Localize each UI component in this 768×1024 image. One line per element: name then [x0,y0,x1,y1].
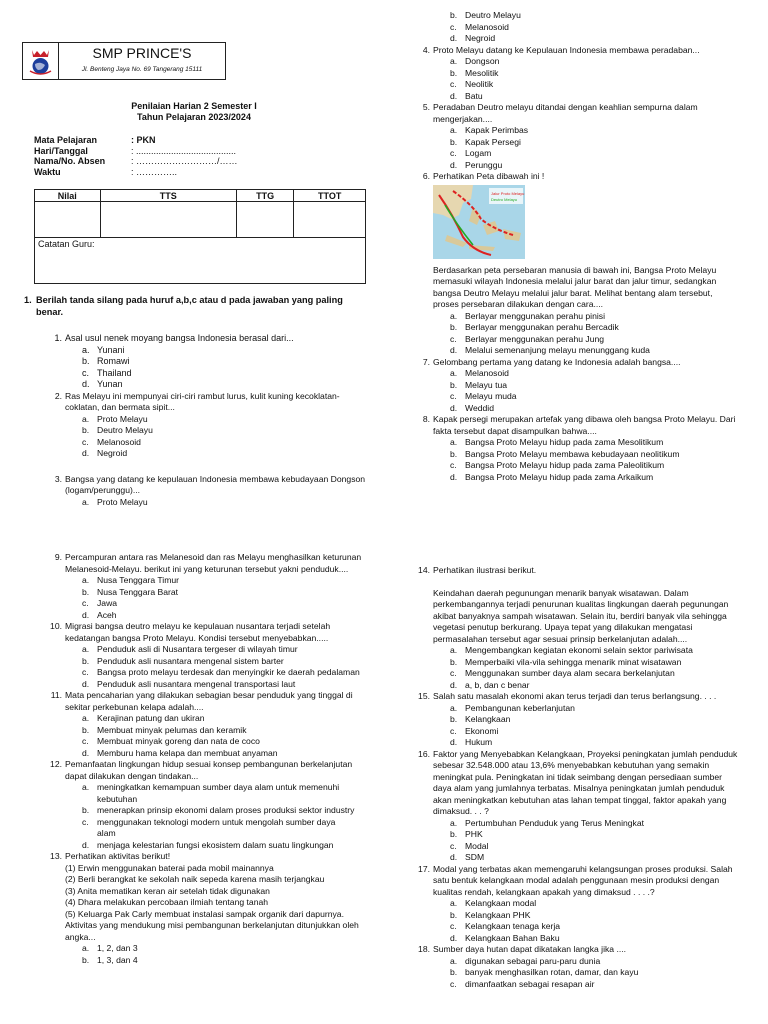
question-number: 2. [54,390,62,401]
question-number: 7. [422,356,430,367]
text: Hukum [465,737,493,747]
option[interactable] [450,818,738,830]
option-letter: b. [82,356,90,366]
text: Kapak Persegi [465,136,521,147]
option-letter: a. [450,645,458,655]
option[interactable] [82,497,368,509]
option-letter: a. [450,310,458,321]
question-number: 18. [418,944,430,954]
text: Bangsa Proto Melayu hidup pada zama Paleolitikum [465,460,665,470]
questions-left-top [48,333,368,508]
question-number: 16. [418,748,430,759]
questions-right-bottom [416,565,738,990]
text: Penduduk asli di Nusantara tergeser di wilayah timur [97,644,298,654]
option-letter: b. [82,954,90,965]
option-letter: b. [82,655,90,666]
option-letter: c. [82,367,90,378]
option[interactable] [450,380,738,392]
question-number: 4. [422,44,430,55]
option-letter: c. [82,436,89,447]
text: 1, 3, dan 4 [97,954,138,965]
option[interactable] [82,575,370,587]
option-letter: c. [450,333,457,344]
option-letter: c. [82,667,89,677]
option-letter: c. [450,21,457,32]
text: Faktor yang Menyebabkan Kelangkaan, Proyeksi peningkatan jumlah penduduk sebesar 32.548.000 atau 13,6% menyebabkan kebutuhan yang semakin meningkat pula. Peningkatan ini tidak seimbang dengan persediaan sumber daya alam yang jumlahnya terbatas. Misalnya peningkatan jumlah penduduk akan meningkatkan kebutuhan atas lahan tempat tinggal, faktor apakah yang dimaksud. . . ? [433,748,738,816]
option-letter: a. [82,413,90,424]
question-3 [48,474,368,497]
option[interactable] [82,437,368,449]
option[interactable] [450,148,738,160]
question-12 [48,759,370,782]
question-number: 6. [422,171,430,181]
text: Perhatikan ilustrasi berikut. [433,565,537,575]
text: meningkatkan kemampuan sumber daya alam untuk memenuhi kebutuhan [97,782,340,804]
option-letter: a. [450,368,458,378]
option-letter: d. [82,678,90,689]
text: Dongson [465,56,500,66]
question-number: 10. [50,621,62,631]
text: Negroid [465,33,496,43]
text: Nusa Tenggara Timur [97,575,180,585]
question-number: 12. [50,759,62,769]
text: Mata pencaharian yang dilakukan sebagian besar penduduk yang tinggal di sekitar perkebunan kelapa adalah.... [65,690,353,712]
text: Melanosoid [97,436,141,447]
option[interactable] [82,748,370,760]
text: Bangsa Proto Melayu membawa kebudayaan neolitikum [465,448,680,459]
option-letter: c. [450,921,457,931]
text: Batu [465,90,483,101]
option-letter: a. [450,437,458,447]
text: Ras Melayu ini mempunyai ciri-ciri rambut lurus, kulit kuning kecoklatan-coklatan, dan bermata sipit... [65,390,340,412]
text: Proto Melayu [97,496,148,507]
question-4 [416,45,738,57]
text: menjaga kelestarian fungsi ekosistem dalam suatu lingkungan [97,839,334,850]
option[interactable] [82,667,370,679]
text: menerapkan prinsip ekonomi dalam proses produksi sektor industry [97,805,355,815]
question-3-options-cont [450,10,738,45]
option[interactable] [450,391,738,403]
text: PHK [465,829,483,839]
option-letter: b. [450,909,458,920]
text: Deutro Melayu [465,10,521,20]
text: Perhatikan Peta dibawah ini ! [433,171,545,181]
questions-right-top [416,10,738,483]
questions-left-bottom [48,552,370,966]
option-letter: d. [82,839,90,850]
text: a, b, dan c benar [465,679,530,690]
question-11 [48,690,370,713]
text: Deutro Melayu [97,425,153,435]
option-letter: d. [82,609,90,620]
text: Kelangkaan Bahan Baku [465,932,560,943]
text: Ekonomi [465,725,499,736]
question-5 [416,102,738,125]
option[interactable] [450,345,738,357]
question-14-passage: Keindahan daerah pegunungan menarik banyak wisatawan. Dalam perkembangannya terjadi penurunan kualitas lingkungan daerah pegunungan akibat banyaknya sampah wisatawan. Selain itu, berdiri banyak vila sehingga vegetasi penutup berkurang. Upaya tepat yang dilakukan mengatasi permasalahan tersebut agar sesuai prinsip berkelanjutan adalah.... [433,587,729,644]
text: Yunani [97,344,125,355]
option[interactable] [450,933,738,945]
option-letter: b. [450,379,458,390]
option[interactable] [450,33,738,45]
text: Kapak persegi merupakan artefak yang dibawa oleh bangsa Proto Melayu. Dari fakta tersebut dapat disampulkan bahwa.... [433,414,736,436]
instruction: 1. Berilah tanda silang pada huruf a,b,c atau d pada jawaban yang paling benar. [24,295,343,317]
text: Gelombang pertama yang datang ke Indonesia adalah bangsa.... [433,356,681,367]
map-legend-proto: Jalur Proto Melayu [491,190,525,196]
text: Melayu muda [465,391,517,401]
text: SDM [465,852,485,862]
text: Nusa Tenggara Barat [97,586,179,597]
text: Berlayar menggunakan perahu Bercadik [465,322,619,332]
option-letter: d. [450,471,458,482]
option[interactable] [450,910,738,922]
option[interactable] [82,598,370,610]
option-letter: b. [82,586,90,597]
question-1 [48,333,368,345]
question-number: 13. [50,851,62,861]
text: Pertumbuhan Penduduk yang Terus Meningkat [465,817,644,828]
text: Menggunakan sumber daya alam secara berkelanjutan [465,668,675,678]
option-letter: d. [450,402,458,413]
option[interactable] [450,403,738,415]
text: banyak menghasilkan rotan, damar, dan kayu [465,967,639,977]
text: Peradaban Deutro melayu ditandai dengan keahlian sempurna dalam mengerjakan.... [433,102,698,124]
teacher-notes: Catatan Guru: [35,238,366,284]
question-9 [48,552,370,575]
option[interactable] [82,610,370,622]
text: Membuat minyak goreng dan nata de coco [97,736,260,746]
option-letter: a. [450,817,458,828]
text: Mengembangkan kegiatan ekonomi selain sektor pariwisata [465,645,693,655]
text: Melalui semenanjung melayu menunggang kuda [465,345,650,355]
text: Melanosoid [465,368,509,378]
option-letter: b. [450,322,458,332]
option[interactable] [450,645,738,657]
option-letter: a. [82,496,90,507]
question-number: 9. [54,552,62,562]
option-letter: b. [82,724,90,735]
school-header [22,42,226,80]
school-address: Jl. Benteng Jaya No. 69 Tangerang 15111 [81,66,203,73]
option-letter: d. [82,379,90,389]
text: Jawa [97,598,118,608]
text: Sumber daya hutan dapat dikatakan langka jika .... [433,944,627,954]
question-10 [48,621,370,644]
question-number: 3. [54,473,62,484]
option[interactable] [450,160,738,172]
option-letter: c. [450,840,457,851]
option[interactable] [450,472,738,484]
text: Memperbaiki vila-vila sehingga menarik minat wisatawan [465,656,682,667]
option-letter: d. [450,90,458,101]
question-17 [416,864,738,899]
text: Negroid [97,448,128,458]
text: Pemanfaatan lingkungan hidup sesuai konsep pembangunan berkelanjutan dapat dilakukan dengan tindakan... [65,759,353,781]
option-letter: d. [450,345,458,355]
option-letter: d. [450,737,458,747]
crown-globe-icon [23,43,58,79]
option-letter: b. [82,425,90,435]
option[interactable] [450,10,738,22]
text: Aceh [97,609,117,620]
question-number: 8. [422,414,430,424]
option-letter: c. [450,148,457,158]
option-letter: b. [450,10,458,20]
text: digunakan sebagai paru-paru dunia [465,955,601,966]
migration-map [433,185,525,259]
question-number: 17. [418,863,430,874]
option-letter: d. [450,159,458,170]
question-7 [416,357,738,369]
option[interactable] [82,840,356,852]
option[interactable] [450,841,738,853]
option-letter: a. [450,56,458,66]
text: Kelangkaan modal [465,898,537,908]
text: Membuat minyak pelumas dan keramik [97,724,247,735]
option[interactable] [82,782,356,805]
text: Melanosoid [465,21,509,32]
option[interactable] [82,356,368,368]
option[interactable] [450,460,738,472]
text: Bangsa yang datang ke kepulauan Indonesia membawa kebudayaan Dongson (logam/perunggu)... [65,473,366,495]
text: Salah satu masalah ekonomi akan terus terjadi dan terus berlangsung. . . . [433,691,717,701]
option[interactable] [82,955,370,967]
text: Penduduk asli nusantara mengenal sistem barter [97,655,284,666]
question-number: 5. [422,102,430,112]
option-letter: c. [82,736,89,746]
option-letter: b. [450,829,458,839]
option[interactable] [82,368,368,380]
text: Kelangkaan tenaga kerja [465,921,561,931]
text: Pembangunan keberlanjutan [465,702,575,713]
option[interactable] [82,725,370,737]
question-13-activities: (1) Erwin menggunakan baterai pada mobil mainannya (2) Berli berangkat ke sekolah naik sepeda karena masih terjangkau (3) Anita mematikan keran air setelah tidak digunakan (4) Dhara melakukan percobaan ilmiah tentang tanah (5) Keluarga Pak Carly membuat instalasi sampak organik dari dapurnya. Aktivitas yang mendukung misi pembangunan berkelanjutan ditunjukkan oleh angka... [65,862,359,942]
option[interactable] [82,425,368,437]
text: Percampuran antara ras Melanesoid dan ras Melayu menghasilkan keturunan Melanesoid-Melayu. berikut ini yang keturunan tersebut yakni penduduk.... [65,552,362,574]
option-letter: b. [450,136,458,147]
question-2-options [82,414,368,460]
option[interactable] [82,448,368,460]
text: dimanfaatkan sebagai resapan air [465,978,595,989]
text: Yunan [97,379,123,389]
text: Proto Melayu datang ke Kepulauan Indonesia membawa peradaban... [433,44,700,55]
text: Modal yang terbatas akan memengaruhi kelangsungan proses produksi. Salah satu bentuk kelangkaan modal adalah penggunaan mesin produksi dengan kualitas rendah, kelangkaan apakah yang dimaksud . . . .? [433,863,733,897]
question-number: 1. [54,333,62,343]
option-letter: c. [450,79,457,89]
option[interactable] [82,414,368,426]
option[interactable] [82,656,370,668]
option-letter: c. [450,460,457,470]
text: Bangsa proto melayu terdesak dan menyingkir ke daerah pedalaman [97,667,360,677]
text: Modal [465,840,489,851]
option[interactable] [82,587,370,599]
text: Asal usul nenek moyang bangsa Indonesia berasal dari... [65,333,294,343]
option-letter: a. [450,955,458,966]
text: Perhatikan aktivitas berikut! [65,851,171,861]
text: Weddid [465,402,494,413]
question-13 [48,851,370,863]
option-letter: c. [450,978,457,989]
option-letter: b. [450,67,458,78]
option[interactable] [450,91,738,103]
option[interactable] [450,726,738,738]
question-number: 14. [418,565,430,575]
option-letter: a. [82,943,90,953]
option[interactable] [450,368,738,380]
score-table: Nilai TTS TTG TTOT Catatan Guru: [34,189,366,284]
student-info: Mata Pelajaran : PKN Hari/Tanggal : ........................................ Nama/No. Absen : ………………………/…… Waktu : ………….. [34,135,238,177]
option[interactable] [450,79,738,91]
text: Mesolitik [465,67,499,78]
text: Melayu tua [465,379,508,390]
text: Kapak Perimbas [465,125,529,135]
option[interactable] [450,703,738,715]
option[interactable] [450,334,738,346]
option-letter: b. [450,714,458,724]
option[interactable] [450,657,738,669]
option-letter: c. [82,598,89,608]
option[interactable] [450,680,738,692]
option[interactable] [450,737,738,749]
text: Romawi [97,356,130,366]
option[interactable] [450,322,738,334]
option[interactable] [450,979,738,991]
question-18 [416,944,738,956]
option-letter: a. [82,782,90,792]
option[interactable] [82,736,370,748]
text: Penduduk asli nusantara mengenal transportasi laut [97,678,296,689]
option[interactable] [450,125,738,137]
option[interactable] [450,56,738,68]
question-1-options [82,345,368,391]
text: Neolitik [465,79,494,89]
option[interactable] [450,898,738,910]
question-number: 15. [418,691,430,701]
option-letter: d. [82,448,90,458]
text: Logam [465,148,492,158]
question-15 [416,691,738,703]
option[interactable] [450,311,738,323]
option[interactable] [82,713,370,725]
text: Bangsa Proto Melayu hidup pada zama Mesolitikum [465,437,664,447]
option[interactable] [82,817,356,840]
option-letter: c. [82,816,89,827]
option[interactable] [450,68,738,80]
text: Kerajinan patung dan ukiran [97,713,205,723]
question-2 [48,391,368,414]
option[interactable] [450,852,738,864]
option[interactable] [450,137,738,149]
question-6 [416,171,738,183]
option-letter: d. [82,747,90,758]
text: Berlayar menggunakan perahu pinisi [465,310,605,321]
option[interactable] [82,679,370,691]
option-letter: d. [450,33,458,43]
text: Proto Melayu [97,413,148,424]
option-letter: b. [450,448,458,459]
option[interactable] [82,345,368,357]
option[interactable] [82,644,370,656]
option[interactable] [450,967,738,979]
option-letter: c. [450,391,457,401]
option[interactable] [450,714,738,726]
option-letter: d. [450,932,458,943]
option[interactable] [450,437,738,449]
option[interactable] [82,943,370,955]
school-name: SMP PRINCE'S [92,45,192,61]
question-16 [416,749,738,818]
text: Kelangkaan [465,714,511,724]
option-letter: a. [82,344,90,355]
option-letter: c. [450,725,457,736]
question-3-options [82,497,368,509]
option[interactable] [450,829,738,841]
option-letter: a. [82,713,90,723]
option[interactable] [450,956,738,968]
exam-title: Penilaian Harian 2 Semester I Tahun Pelajaran 2023/2024 [131,101,257,122]
option-letter: a. [82,575,90,585]
map-legend-deutro: Deutro Melayu [491,196,518,202]
question-6-passage: Berdasarkan peta persebaran manusia di bawah ini, Bangsa Proto Melayu memasuki wilayah Indonesia melalui jalur barat dan jalur timur, sedangkan bangsa Deutro Melayu melalui jalur barat. Melihat bentang alam tersebut, proses persebaran dilakukan dengan cara.... [433,264,717,309]
option[interactable] [450,22,738,34]
option-letter: b. [450,967,458,977]
option-letter: a. [82,644,90,654]
school-logo [23,43,59,79]
text: Memburu hama kelapa dan membuat anyaman [97,747,278,758]
option-letter: a. [450,898,458,908]
text: Kelangkaan PHK [465,909,531,920]
option[interactable] [450,668,738,680]
option-letter: d. [450,679,458,690]
text: Berlayar menggunakan perahu Jung [465,333,605,344]
option-letter: b. [82,805,90,815]
text: Thailand [97,367,132,378]
option-letter: c. [450,668,457,678]
text: Migrasi bangsa deutro melayu ke kepulauan nusantara terjadi setelah kedatangan bangsa Proto Melayu. Kondisi tersebut menyebabkan..... [65,621,331,643]
text: menggunakan teknologi modern untuk mengolah sumber daya alam [97,816,336,838]
option[interactable] [82,805,356,817]
option-letter: b. [450,656,458,667]
option-letter: a. [450,125,458,135]
option[interactable] [450,921,738,933]
question-number: 11. [50,690,62,700]
question-14 [416,565,738,577]
text: 1, 2, dan 3 [97,943,138,953]
question-8 [416,414,738,437]
option[interactable] [450,449,738,461]
migration-map-image [433,185,525,259]
option[interactable] [82,379,368,391]
text: Perunggu [465,159,503,170]
text: Bangsa Proto Melayu hidup pada zama Arkaikum [465,471,654,482]
option-letter: a. [450,702,458,713]
option-letter: d. [450,852,458,862]
